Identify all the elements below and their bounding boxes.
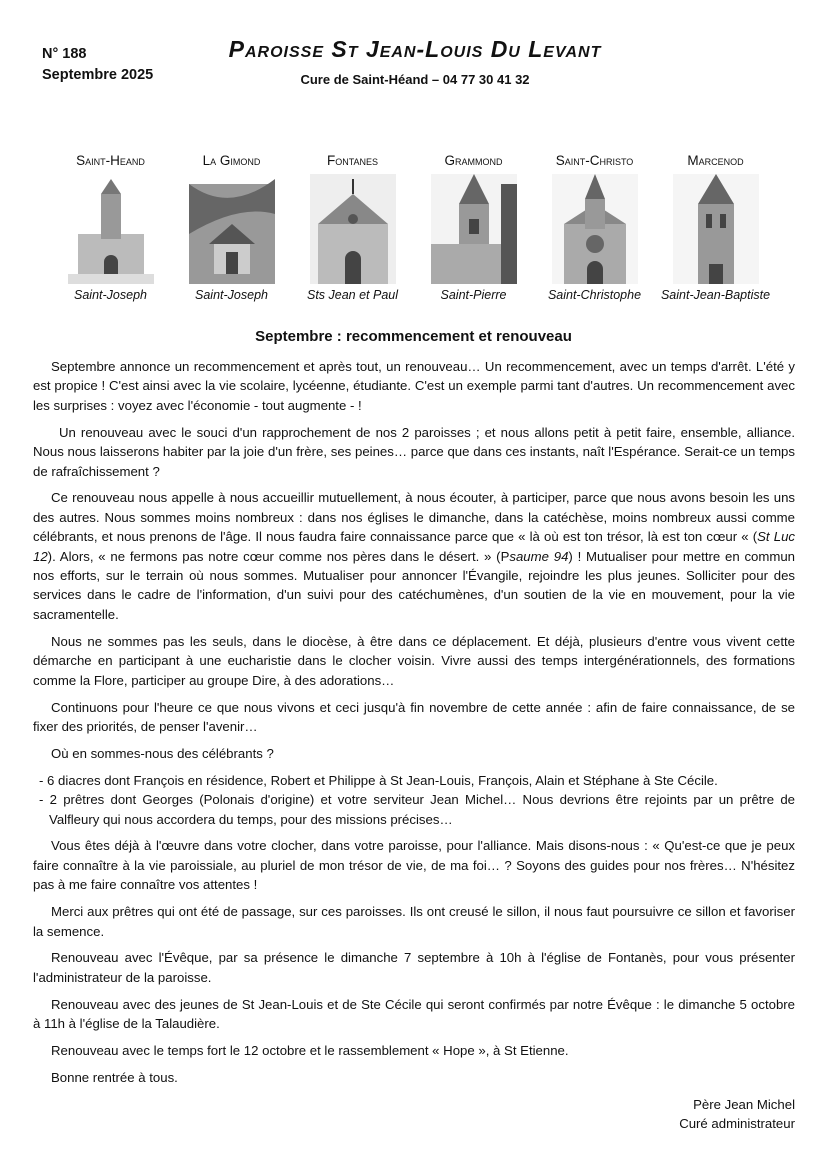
newsletter-title: Paroisse St Jean-Louis Du Levant (228, 36, 602, 62)
church-row (50, 150, 776, 302)
paragraph (33, 488, 795, 624)
article-heading: Septembre : recommencement et renouveau (255, 328, 572, 345)
church-card (50, 150, 171, 302)
paragraph: Vous êtes déjà à l'œuvre dans votre clocher, dans votre paroisse, pour l'alliance. Mais disons-nous : « Qu'est-ce que je peux faire connaître à la vie paroissiale, au pluriel de mon trésor de vie, de ma foi… ? Soyons des guides pour nos frères… N'hésitez pas à me faire connaître vos attentes ! (33, 838, 795, 893)
newsletter-subtitle: Cure de Saint-Héand – 04 77 30 41 32 (300, 72, 530, 87)
church-photo (552, 174, 638, 284)
issue-date: Septembre 2025 (42, 67, 154, 83)
paragraph: Bonne rentrée à tous. (51, 1070, 178, 1085)
village-name: Saint-Heand (76, 153, 145, 168)
church-card (413, 150, 534, 302)
list-item: - 2 prêtres dont Georges (Polonais d'origine) et votre serviteur Jean Michel… Nous devrions être rejoints par un prêtre de Valfleury qui nous accordera du temps, pour des missions précises… (39, 792, 795, 827)
church-photo (310, 174, 396, 284)
bible-reference: St Luc 12 (33, 529, 795, 564)
church-photo (673, 174, 759, 284)
church-photo (68, 174, 154, 284)
paragraph: Nous ne sommes pas les seuls, dans le diocèse, à être dans ce déplacement. Et déjà, plusieurs d'entre vous vivent cette démarche en participant à une eucharistie dans le clocher voisin. Vivre aussi des temps intergénérationnels, des formations comme la Flore, participer au groupe Dire, à des adorations… (33, 633, 795, 688)
paragraph: Où en sommes-nous des célébrants ? (51, 745, 274, 761)
issue-info (42, 44, 153, 86)
text: ) ! Mutualiser pour mettre en commun nos efforts, sur le terrain où nous sommes. Mutualiser pour annoncer l'Évangile, rejoindre les plus jeunes. Solliciter pour des services dans le cadre de l'information, d'un suivi pour des catéchumènes, d'un soutien de la vie en mouvement, pour la vie sacramentelle. (33, 548, 796, 622)
church-patron: Sts Jean et Paul (306, 288, 399, 302)
village-name: Saint-Christo (555, 153, 634, 168)
text: Ce renouveau nous appelle à nous accueillir mutuellement, à nous écouter, à participer, parce que nous avons besoin les uns des autres. Nous sommes moins nombreux : dans nos églises le dimanche, dans la catéchèse, moins nombreux aussi comme célébrants, et nous prenons de l'âge. Il nous faudra faire connaissance parce que « là où est ton trésor, là est ton cœur « ( (33, 490, 795, 545)
village-name: Marcenod (687, 153, 744, 168)
paragraph: Continuons pour l'heure ce que nous vivons et ceci jusqu'à fin novembre de cette année : afin de faire connaissance, de se fixer des priorités, de penser l'avenir… (33, 699, 795, 734)
church-photo (431, 174, 517, 284)
paragraph: Septembre annonce un recommencement et après tout, un renouveau… Un recommencement, avec un temps d'arrêt. L'été y est propice ! C'est ainsi avec la vie scolaire, lycéenne, étudiante. C'est un exemple parmi tant d'autres. Un recommencement avec les surprises : voyez avec l'économie - tout augmente - ! (33, 359, 795, 413)
church-card (171, 150, 292, 302)
paragraph: Renouveau avec des jeunes de St Jean-Louis et de Ste Cécile qui seront confirmés par notre Évêque : le dimanche 5 octobre à 11h à l'église de la Talaudière. (33, 996, 795, 1032)
church-patron: Saint-Pierre (440, 288, 507, 302)
paragraph: Renouveau avec le temps fort le 12 octobre et le rassemblement « Hope », à St Etienne. (51, 1043, 569, 1059)
church-patron: Saint-Joseph (195, 288, 268, 302)
issue-number: N° 188 (42, 46, 87, 62)
paragraph: Merci aux prêtres qui ont été de passage, sur ces paroisses. Ils ont creusé le sillon, il nous faut poursuivre ce sillon et favoriser la semence. (33, 904, 795, 939)
church-patron: Saint-Joseph (74, 288, 147, 302)
village-name: Fontanes (326, 153, 379, 168)
church-patron: Saint-Christophe (547, 288, 642, 302)
bible-reference: saume 94 (509, 548, 569, 564)
paragraph: Un renouveau avec le souci d'un rapprochement de nos 2 paroisses ; et nous allons petit à petit faire, ensemble, alliance. Nous nous laisserons habiter par la joie d'un frère, ses peines… parce que dans ces instants, naît l'Espérance. Serait-ce un temps de rafraîchissement ? (33, 424, 795, 479)
text: ). Alors, « ne fermons pas notre cœur comme nos pères dans le désert. » (P (47, 548, 510, 564)
church-card (655, 150, 776, 302)
celebrants-list (33, 771, 795, 829)
article-body (33, 357, 795, 1134)
paragraph: Renouveau avec l'Évêque, par sa présence le dimanche 7 septembre à 10h à l'église de Fontanès, pour vous présenter l'administrateur de la paroisse. (33, 950, 795, 985)
church-card (534, 150, 655, 302)
church-patron: Saint-Jean-Baptiste (660, 288, 771, 302)
village-name: La Gimond (202, 153, 261, 168)
signature-role: Curé administrateur (679, 1116, 795, 1132)
church-photo (189, 174, 275, 284)
signature (33, 1095, 795, 1134)
village-name: Grammond (444, 153, 503, 168)
church-card (292, 150, 413, 302)
signature-name: Père Jean Michel (693, 1096, 795, 1112)
list-item: - 6 diacres dont François en résidence, Robert et Philippe à St Jean-Louis, François, Alain et Stéphane à Ste Cécile. (39, 772, 718, 788)
